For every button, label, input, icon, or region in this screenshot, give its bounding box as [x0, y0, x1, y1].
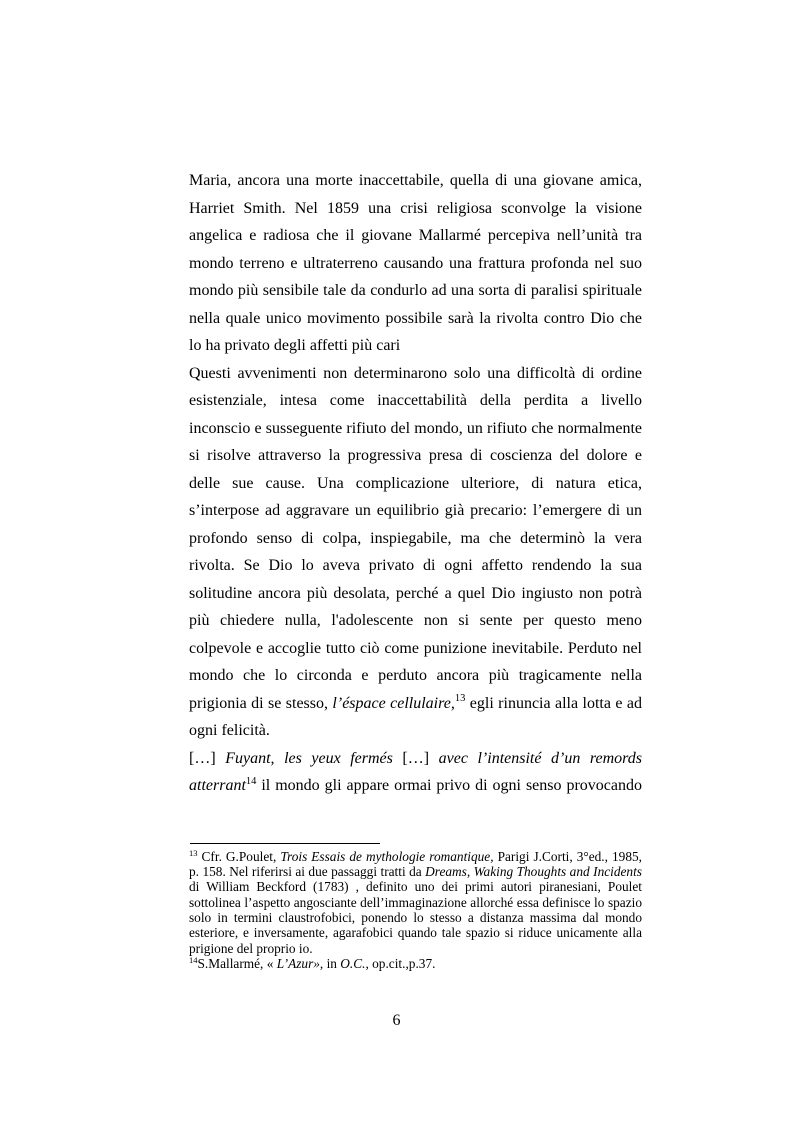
- body-line: lo ha privato degli affetti più cari: [189, 337, 401, 354]
- text-run: […]: [392, 749, 439, 767]
- italic-quotation: avec l’intensité d’un remords: [438, 749, 643, 767]
- body-line: Maria, ancora una morte inaccettabile, quella di una giovane amica,: [189, 172, 642, 189]
- footnote-line: solo in termini claustrofobici, ponendo lo stesso a distanza massima dal mondo: [189, 910, 642, 926]
- footnote-reference: 13: [454, 693, 466, 704]
- body-line: più chiedere nulla, l'adolescente non si sente per questo meno: [189, 612, 642, 629]
- italic-title: Trois Essais de mythologie romantique,: [280, 848, 494, 864]
- paragraph: [189, 360, 642, 745]
- footnote-reference: 14: [245, 775, 257, 787]
- italic-title: L’Azur»,: [276, 956, 324, 972]
- italic-quotation: atterrant: [189, 777, 246, 794]
- body-line: delle sue cause. Una complicazione ulteriore, di natura etica,: [189, 474, 642, 492]
- body-line: colpevole e accoglie tutto ciò come punizione inevitabile. Perduto nel: [189, 639, 642, 657]
- body-line: solitudine ancora più desolata, perché a quel Dio ingiusto non potrà: [189, 584, 642, 602]
- body-line: mondo che lo circonda e perduto ancora più tragicamente nella: [189, 667, 642, 684]
- text-run: il mondo gli appare ormai privo di ogni senso provocando: [256, 777, 642, 794]
- body-line: [189, 745, 642, 773]
- footnote-line: esteriore, e inversamente, agarafobici quando tale spazio si riduce unicamente alla: [189, 925, 642, 941]
- body-line: inconscio e susseguente rifiuto del mondo, un rifiuto che normalmente: [189, 419, 642, 437]
- text-run: p. 158. Nel riferirsi ai due passaggi tratti da: [189, 863, 426, 879]
- text-run: egli rinuncia alla lotta e ad: [465, 694, 642, 712]
- body-line: si risolve attraverso la progressiva presa di coscienza del dolore e: [189, 447, 642, 464]
- body-line: [189, 690, 642, 718]
- italic-title: O.C.: [340, 956, 366, 972]
- body-line: esistenziale, intesa come inaccettabilità della perdita a livello: [189, 392, 642, 409]
- text-run: S.Mallarmé, «: [197, 956, 277, 972]
- italic-title: Dreams, Waking Thoughts and Incidents: [425, 863, 642, 879]
- body-text: [189, 167, 642, 800]
- body-line: angelica e radiosa che il giovane Mallarmé percepiva nell’unità tra: [189, 227, 642, 244]
- body-line: rivolta. Se Dio lo aveva privato di ogni affetto rendendo la sua: [189, 557, 642, 574]
- footnote-line: di William Beckford (1783) , definito uno dei primi autori piranesiani, Poulet: [189, 879, 642, 895]
- body-line: [189, 772, 642, 800]
- text-run: , op.cit.,p.37.: [365, 956, 436, 972]
- footnote-line: [189, 956, 642, 971]
- footnote-line: sottolinea l’aspetto angosciante dell’immaginazione allorché essa definisce lo spazio: [189, 894, 642, 910]
- footnote-separator: [190, 843, 380, 844]
- footnotes: [189, 849, 642, 972]
- text-run: […]: [189, 749, 226, 767]
- footnote-line: [189, 849, 642, 864]
- body-line: mondo più sensibile tale da condurlo ad una sorta di paralisi spirituale: [189, 282, 642, 299]
- body-line: nella quale unico movimento possibile sarà la rivolta contro Dio che: [189, 309, 642, 327]
- footnote-number: 13: [189, 847, 198, 858]
- page-number: 6: [392, 1012, 401, 1029]
- body-line: ogni felicità.: [189, 722, 270, 739]
- body-line: Questi avvenimenti non determinarono solo una difficoltà di ordine: [189, 364, 642, 382]
- body-line: profondo senso di colpa, inspiegabile, ma che determinò la vera: [189, 529, 642, 547]
- text-run: Parigi J.Corti, 3°ed., 1985,: [493, 848, 642, 864]
- paragraph: [189, 745, 642, 800]
- body-line: mondo terreno e ultraterreno causando una frattura profonda nel suo: [189, 254, 642, 272]
- body-line: s’interpose ad aggravare un equilibrio già precario: l’emergere di un: [189, 502, 642, 519]
- text-run: in: [323, 956, 341, 972]
- footnote-line: [189, 864, 642, 879]
- body-line: Harriet Smith. Nel 1859 una crisi religiosa sconvolge la visione: [189, 199, 642, 217]
- footnote-number: 14: [189, 955, 198, 966]
- text-run: prigionia di se stesso,: [189, 694, 333, 712]
- text-run: Cfr. G.Poulet,: [197, 848, 281, 864]
- paragraph: [189, 167, 642, 360]
- italic-phrase: l’éspace cellulaire,: [332, 694, 455, 712]
- footnote-line: prigione del proprio io.: [189, 940, 313, 956]
- italic-quotation: Fuyant, les yeux fermés: [225, 749, 393, 767]
